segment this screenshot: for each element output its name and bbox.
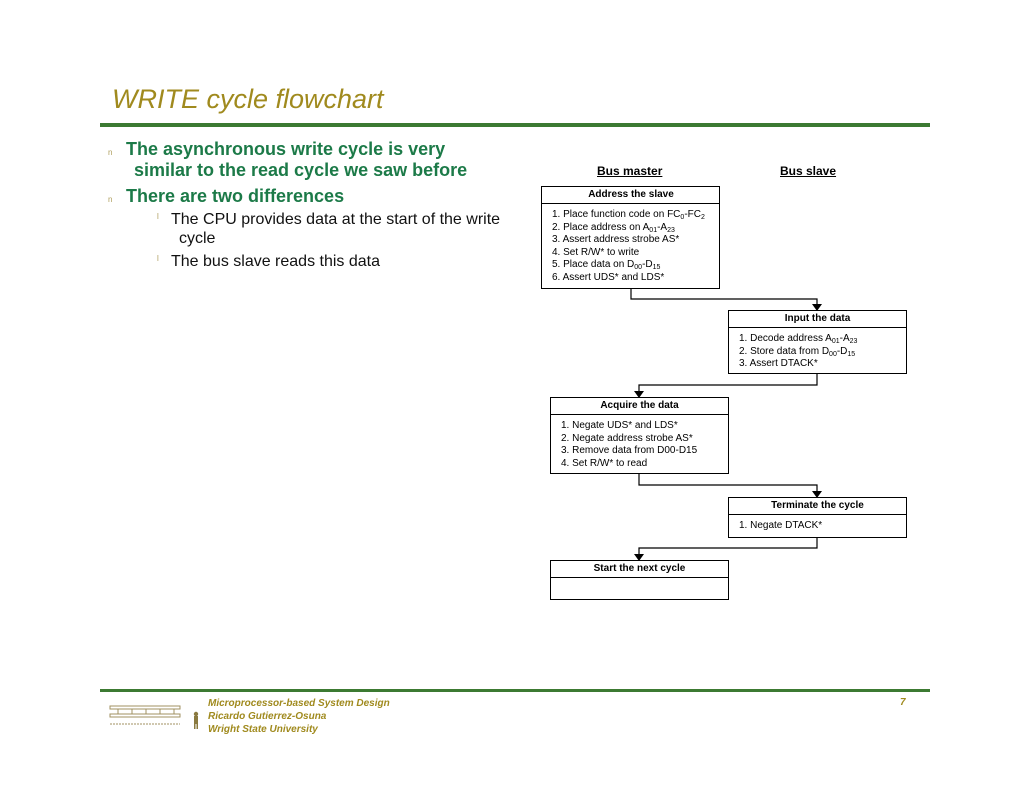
box-input-data xyxy=(728,310,907,374)
bullet-marker: n xyxy=(108,195,113,204)
box-title: Terminate the cycle xyxy=(729,498,906,515)
wright-flyer-icon xyxy=(108,700,203,732)
box-title: Acquire the data xyxy=(551,398,728,415)
bullet-2-text: There are two differences xyxy=(126,186,345,206)
col-header-bus-slave: Bus slave xyxy=(780,164,837,178)
sub-bullet-marker: l xyxy=(157,254,159,263)
box-body xyxy=(729,328,906,371)
step-line: 2. Store data from $D_{00}-D_{15}$ xyxy=(739,345,856,358)
connector-2 xyxy=(639,374,817,393)
step-line: 2. Negate address strobe AS* xyxy=(561,432,693,444)
sub-bullet-1-line1: The CPU provides data at the start of the write xyxy=(171,211,501,228)
slide-title: WRITE cycle flowchart xyxy=(112,84,384,114)
box-terminate-cycle xyxy=(728,497,907,538)
box-body xyxy=(551,415,728,470)
bullet-marker: n xyxy=(108,148,113,157)
step-line: 1. Negate UDS* and LDS* xyxy=(561,420,678,431)
box-next-cycle xyxy=(550,560,729,600)
footer-divider xyxy=(100,689,930,692)
step-line: 6. Assert UDS* and LDS* xyxy=(552,271,665,283)
step-line: 5. Place data on $D_{00}-D_{15}$ xyxy=(552,259,661,271)
connector-1 xyxy=(631,288,817,306)
step-line: 1. Decode address $A_{01}-A_{23}$ xyxy=(739,333,858,345)
sub-bullet-marker: l xyxy=(157,212,159,221)
step-line: 1. Negate DTACK* xyxy=(739,520,823,531)
box-title: Address the slave xyxy=(542,187,720,204)
box-title: Start the next cycle xyxy=(551,561,728,578)
footer-author: Ricardo Gutierrez-Osuna xyxy=(208,711,327,722)
step-line: 3. Remove data from D00-D15 xyxy=(561,445,698,456)
step-line: 3. Assert address strobe AS* xyxy=(552,234,680,245)
step-line: 2. Place address on $A_{01}-A_{23}$ xyxy=(552,221,675,234)
step-line: 3. Assert DTACK* xyxy=(739,358,818,369)
sub-bullet-2-line1: The bus slave reads this data xyxy=(171,253,381,270)
box-address-slave xyxy=(541,186,720,289)
box-title: Input the data xyxy=(729,311,906,328)
footer-course: Microprocessor-based System Design xyxy=(208,698,390,709)
footer-university: Wright State University xyxy=(208,724,318,735)
box-acquire-data xyxy=(550,397,729,474)
box-body xyxy=(729,515,906,533)
step-line: 4. Set R/W* to read xyxy=(561,457,648,469)
box-body xyxy=(542,204,720,284)
col-header-bus-master: Bus master xyxy=(597,164,663,178)
page-number: 7 xyxy=(900,697,906,708)
box-right-edge xyxy=(719,186,720,288)
bullet-1-line1: The asynchronous write cycle is very xyxy=(126,139,446,159)
sub-bullet-1-line2: cycle xyxy=(179,230,216,247)
step-line: 1. Place function code on $FC_0-FC_2$ xyxy=(552,209,705,221)
step-line: 4. Set R/W* to write xyxy=(552,246,640,258)
connector-4 xyxy=(639,537,817,556)
bullet-1-line2: similar to the read cycle we saw before xyxy=(134,160,468,180)
connector-3 xyxy=(639,473,817,493)
